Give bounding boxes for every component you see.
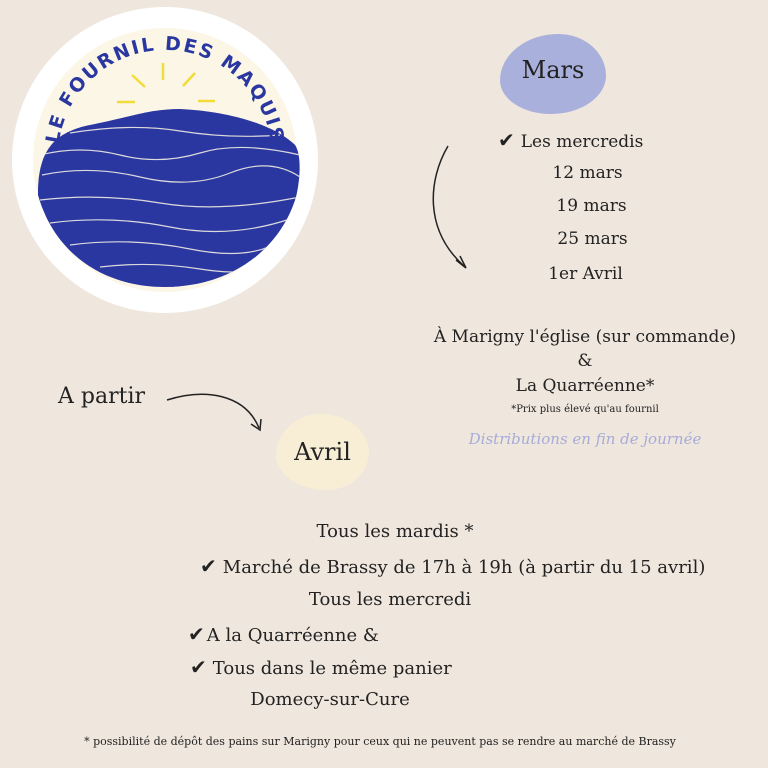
location-quarreenne: La Quarréenne* — [515, 376, 655, 396]
date-19-mars: 19 mars — [556, 196, 627, 216]
price-note: *Prix plus élevé qu'au fournil — [511, 404, 659, 415]
check-icon: ✔ — [190, 655, 207, 679]
footnote: * possibilité de dépôt des pains sur Marigny pour ceux qui ne peuvent pas se rendre au marché de Brassy — [84, 735, 676, 748]
mars-intro — [498, 128, 643, 152]
marche-brassy-text: Marché de Brassy de 17h à 19h (à partir du 15 avril) — [222, 557, 706, 578]
check-icon: ✔ — [188, 622, 205, 646]
quarreenne-text: A la Quarréenne & — [206, 625, 379, 646]
tous-les-mercredi: Tous les mercredi — [308, 589, 472, 610]
ampersand: & — [577, 351, 593, 371]
quarreenne-item — [188, 622, 379, 646]
arrow-right-icon — [165, 388, 265, 438]
panier-item — [190, 655, 452, 679]
domecy-sur-cure: Domecy-sur-Cure — [250, 689, 410, 710]
distribution-note: Distributions en fin de journée — [468, 430, 702, 448]
panier-text: Tous dans le même panier — [212, 658, 452, 679]
logo — [10, 5, 320, 315]
tous-les-mardis: Tous les mardis * — [316, 521, 474, 542]
date-25-mars: 25 mars — [557, 229, 628, 249]
check-icon: ✔ — [498, 128, 515, 152]
date-1er-avril: 1er Avril — [548, 264, 623, 284]
avril-heading: Avril — [294, 438, 351, 466]
location-marigny: À Marigny l'église (sur commande) — [433, 327, 737, 347]
a-partir-label: A partir — [58, 384, 145, 409]
curved-arrow-icon — [420, 140, 480, 280]
logo-graphic — [10, 5, 320, 315]
mars-intro-text: Les mercredis — [520, 132, 644, 152]
check-icon: ✔ — [200, 554, 217, 578]
logo-text: LE FOURNIL DES MAQUIS — [41, 32, 289, 145]
date-12-mars: 12 mars — [552, 163, 623, 183]
mars-heading: Mars — [521, 56, 585, 84]
marche-brassy — [200, 554, 705, 578]
